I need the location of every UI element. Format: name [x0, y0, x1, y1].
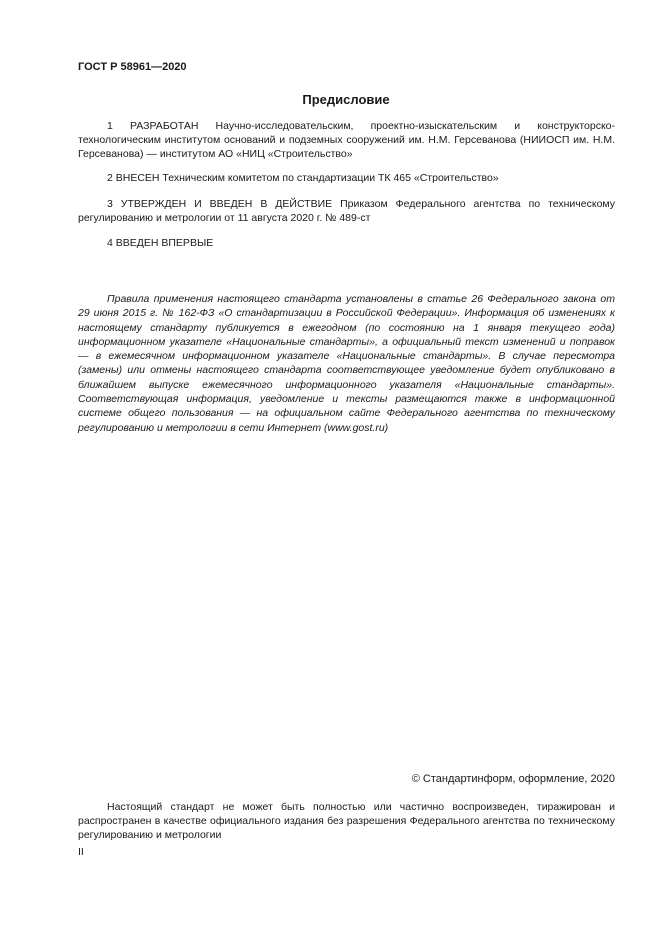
- application-notice: Правила применения настоящего стандарта установлены в статье 26 Федерального закона от 29 июня 2015 г. № 162-ФЗ «О стандартизации в Российской Федерации». Информация об изменениях к настоящему стандарту публикуется в ежегодном (по состоянию на 1 января текущего года) информационном указателе «Национальные стандарты», а официальный текст изменений и поправок — в ежемесячном информационном указателе «Национальные стандарты». В случае пересмотра (замены) или отмены настоящего стандарта соответствующее уведомление будет опубликовано в ближайшем выпуске ежемесячного информационного указателя «Национальные стандарты». Соответствующая информация, уведомление и тексты размещаются также в информационной системе общего пользования — на официальном сайте Федерального агентства по техническому регулированию и метрологии в сети Интернет (www.gost.ru): [78, 293, 615, 434]
- preface-item-1: 1 РАЗРАБОТАН Научно-исследовательским, проектно-изыскательским и конструкторско-технологическим институтом оснований и подземных сооружений им. Н.М. Герсеванова (НИИОСП им. Н.М. Герсеванова) — институтом АО «НИЦ «Строительство»: [78, 120, 615, 160]
- preface-item-3: 3 УТВЕРЖДЕН И ВВЕДЕН В ДЕЙСТВИЕ Приказом Федерального агентства по техническому регулированию и метрологии от 11 августа 2020 г. № 489-ст: [78, 198, 615, 224]
- legal-notice: Настоящий стандарт не может быть полностью или частично воспроизведен, тиражирован и распространен в качестве официального издания без разрешения Федерального агентства по техническому регулированию и метрологии: [78, 801, 615, 841]
- document-code: ГОСТ Р 58961—2020: [78, 61, 187, 73]
- preface-item-4: 4 ВВЕДЕН ВПЕРВЫЕ: [107, 237, 214, 249]
- copyright-line: © Стандартинформ, оформление, 2020: [411, 773, 615, 785]
- page-number: II: [78, 846, 84, 858]
- preface-title: Предисловие: [302, 92, 390, 107]
- preface-item-2: 2 ВНЕСЕН Техническим комитетом по стандартизации ТК 465 «Строительство»: [107, 172, 499, 184]
